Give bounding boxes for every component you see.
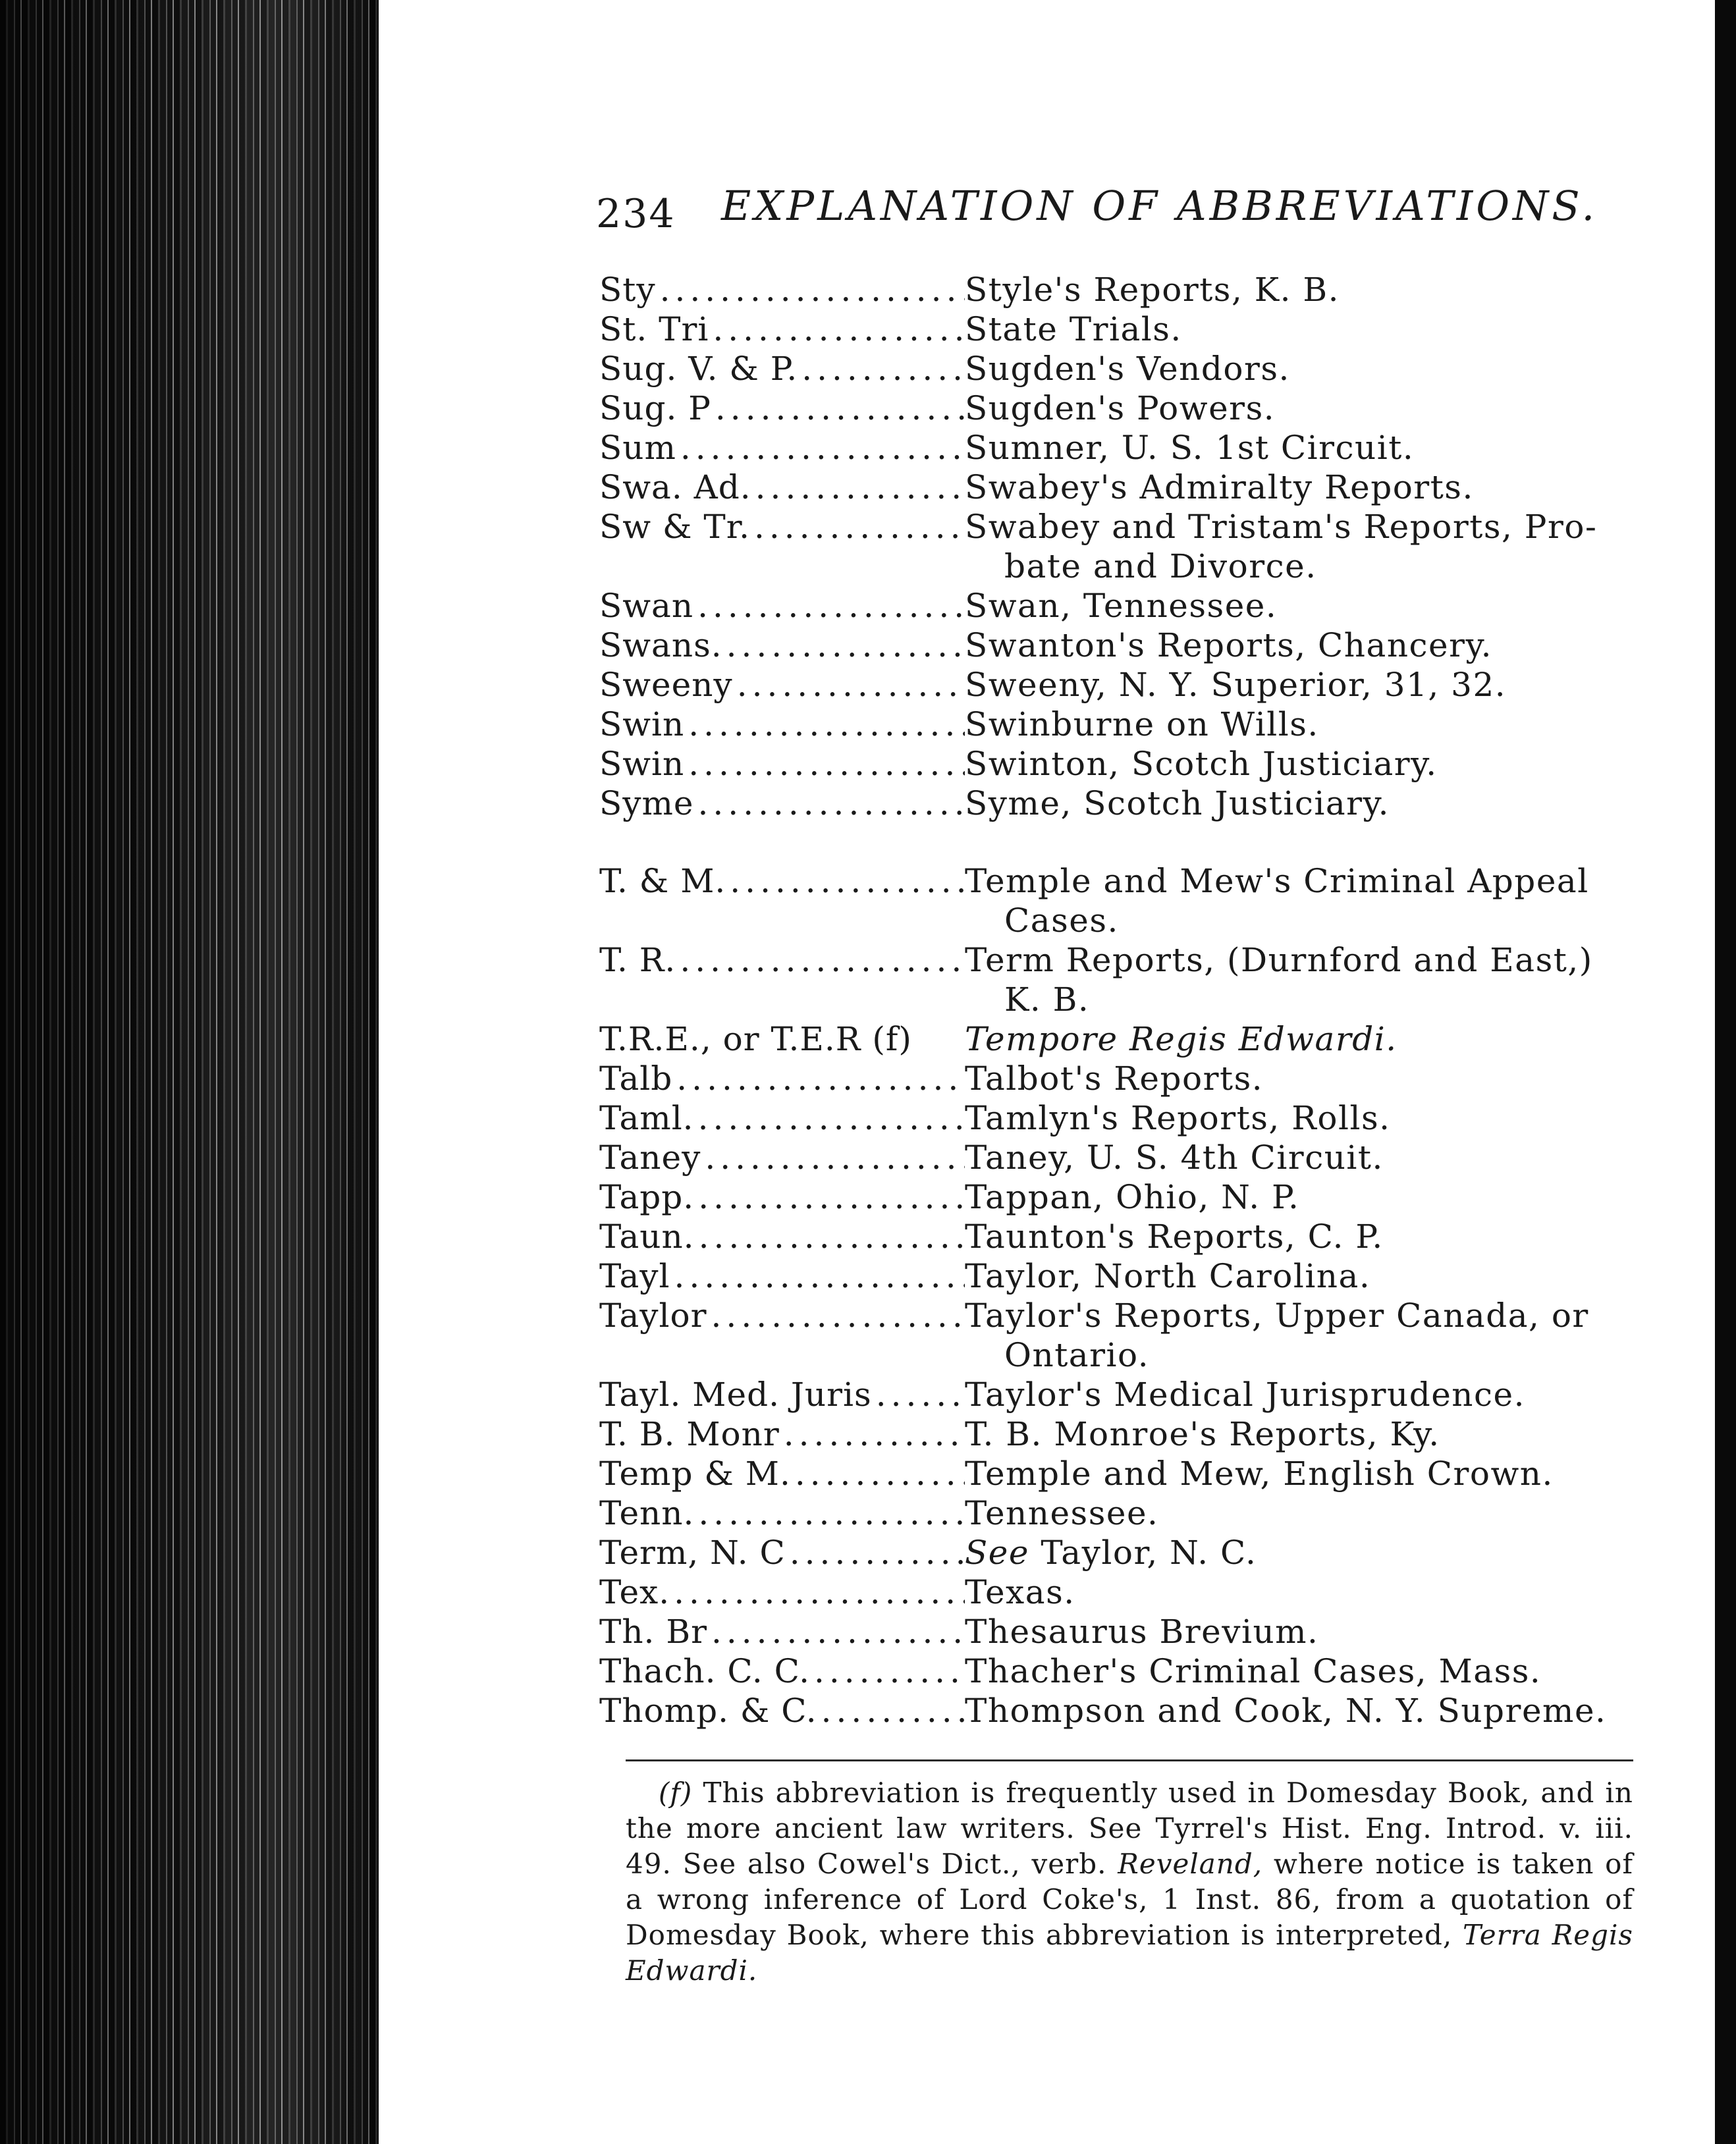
abbreviation: Syme xyxy=(599,784,694,822)
abbreviation-entry xyxy=(599,1533,1627,1572)
abbreviation: Tenn. xyxy=(599,1494,695,1532)
dot-leader xyxy=(694,784,965,823)
dot-leader xyxy=(707,1612,965,1651)
definition-text: Taylor, North Carolina. xyxy=(965,1257,1371,1295)
abbreviation: Sweeny xyxy=(599,666,733,704)
abbreviation: Taney xyxy=(599,1139,701,1177)
dot-leader xyxy=(722,626,965,665)
abbreviation: Sug. P xyxy=(599,389,711,427)
page-header xyxy=(596,173,1598,238)
definition xyxy=(965,507,1627,586)
abbreviation-cell xyxy=(599,1296,965,1335)
abbreviation-entry xyxy=(599,1493,1627,1533)
abbreviation-entry xyxy=(599,507,1627,586)
definition-text: Taylor, N. C. xyxy=(1029,1534,1257,1572)
definition-text: Swinton, Scotch Justiciary. xyxy=(965,745,1438,783)
definition-text: Sweeny, N. Y. Superior, 31, 32. xyxy=(965,666,1507,704)
definition xyxy=(965,1177,1627,1217)
abbreviation-entry xyxy=(599,309,1627,349)
abbreviation-cell xyxy=(599,665,965,705)
dot-leader xyxy=(780,1414,965,1454)
dot-leader xyxy=(733,665,965,705)
dot-leader xyxy=(676,940,965,980)
definition xyxy=(965,428,1627,468)
abbreviation-entry xyxy=(599,705,1627,744)
abbreviation-cell xyxy=(599,626,965,665)
footnote-text-1: This abbreviation is frequently used in Domesday Book, and in the more ancient law writers. See Tyrrel's Hist. Eng. Introd. v. iii. 49. See also Cowel's Dict., verb. xyxy=(626,1777,1633,1880)
abbreviation: St. Tri xyxy=(599,310,709,348)
definition xyxy=(965,1493,1627,1533)
definition xyxy=(965,1019,1627,1059)
definition xyxy=(965,1572,1627,1612)
running-head: EXPLANATION OF ABBREVIATIONS. xyxy=(721,182,1598,230)
definition xyxy=(965,940,1627,1019)
abbreviation: Swa. Ad. xyxy=(599,468,751,506)
abbreviation-entry xyxy=(599,861,1627,940)
abbreviation-entry xyxy=(599,1019,1627,1059)
definition-text: Temple and Mew's Criminal Appeal xyxy=(965,862,1589,900)
definition xyxy=(965,1454,1627,1493)
abbreviation: Swin xyxy=(599,745,685,783)
definition-text: Thompson and Cook, N. Y. Supreme. xyxy=(965,1692,1607,1730)
definition xyxy=(965,1612,1627,1651)
definition-continuation: Cases. xyxy=(1004,901,1119,940)
right-dark-border xyxy=(1715,0,1736,2144)
definition xyxy=(965,468,1627,507)
abbreviation-entry xyxy=(599,1177,1627,1217)
definition xyxy=(965,626,1627,665)
definition-text: Talbot's Reports. xyxy=(965,1059,1264,1098)
abbreviation-cell xyxy=(599,1059,965,1098)
dot-leader xyxy=(693,586,965,626)
abbreviation-entry xyxy=(599,1098,1627,1138)
abbreviation-entry xyxy=(599,1296,1627,1375)
abbreviation-cell xyxy=(599,861,965,901)
abbreviation-cell xyxy=(599,1651,965,1691)
footnote-text-2: where notice is taken of a wrong inference of Lord Coke's, 1 Inst. 86, from a quotation of Domesday Book, where this abbreviation is interpreted, xyxy=(626,1848,1634,1951)
abbreviation-cell xyxy=(599,705,965,744)
abbreviation: Taun. xyxy=(599,1218,695,1256)
dot-leader xyxy=(670,1256,965,1296)
dot-leader xyxy=(670,1572,965,1612)
definition xyxy=(965,1533,1627,1572)
definition-text: Sugden's Powers. xyxy=(965,389,1276,427)
definition xyxy=(965,586,1627,626)
dot-leader xyxy=(798,349,965,389)
definition-text: Swabey and Tristam's Reports, Pro- xyxy=(965,508,1598,546)
abbreviation-cell xyxy=(599,1691,965,1730)
definition-continuation: Ontario. xyxy=(1004,1336,1150,1374)
abbreviation: Tayl. Med. Juris xyxy=(599,1376,872,1414)
abbreviation-entry xyxy=(599,665,1627,705)
dot-leader xyxy=(676,428,965,468)
abbreviation-entry xyxy=(599,1454,1627,1493)
definition xyxy=(965,784,1627,823)
dot-leader xyxy=(872,1375,965,1414)
dot-leader xyxy=(694,1177,965,1217)
definition-continuation: bate and Divorce. xyxy=(1004,547,1317,585)
entry-group xyxy=(599,270,1627,823)
definition xyxy=(965,1138,1627,1177)
abbreviation: Sum xyxy=(599,429,676,467)
definition-text: Term Reports, (Durnford and East,) xyxy=(965,941,1593,979)
abbreviation-cell xyxy=(599,940,965,980)
abbreviation-cell xyxy=(599,1572,965,1612)
abbreviation-entry xyxy=(599,744,1627,784)
definition-text: Tappan, Ohio, N. P. xyxy=(965,1178,1300,1216)
abbreviation-cell xyxy=(599,507,965,547)
definition-text: Swanton's Reports, Chancery. xyxy=(965,626,1493,664)
definition xyxy=(965,1651,1627,1691)
book-page-edges xyxy=(0,0,379,2144)
abbreviation-cell xyxy=(599,586,965,626)
abbreviation-entry xyxy=(599,940,1627,1019)
definition-text: State Trials. xyxy=(965,310,1182,348)
definition xyxy=(965,309,1627,349)
definition-text: Temple and Mew, English Crown. xyxy=(965,1455,1554,1493)
abbreviation: Term, N. C xyxy=(599,1534,786,1572)
abbreviation-cell xyxy=(599,428,965,468)
definition xyxy=(965,389,1627,428)
page-number: 234 xyxy=(596,191,676,237)
abbreviation-entry xyxy=(599,1612,1627,1651)
abbreviation-entry xyxy=(599,1217,1627,1256)
abbreviation: Temp & M. xyxy=(599,1455,791,1493)
definition-text: Taylor's Reports, Upper Canada, or xyxy=(965,1297,1589,1335)
abbreviation-cell xyxy=(599,270,965,309)
abbreviation-entry xyxy=(599,586,1627,626)
dot-leader xyxy=(791,1454,965,1493)
abbreviation-entry xyxy=(599,1375,1627,1414)
abbreviation-entry xyxy=(599,468,1627,507)
abbreviation-cell xyxy=(599,349,965,389)
abbreviation-entry xyxy=(599,1414,1627,1454)
definition-text: Tennessee. xyxy=(965,1494,1159,1532)
definition-text: Style's Reports, K. B. xyxy=(965,271,1340,309)
abbreviation-entry xyxy=(599,1138,1627,1177)
dot-leader xyxy=(726,861,965,901)
abbreviation-entry xyxy=(599,1256,1627,1296)
abbreviation: Sty xyxy=(599,271,656,309)
abbreviation: T. R. xyxy=(599,941,676,979)
abbreviation-entry xyxy=(599,428,1627,468)
definition xyxy=(965,1414,1627,1454)
dot-leader xyxy=(711,389,965,428)
abbreviation: Taml. xyxy=(599,1099,694,1137)
definition-text: Thesaurus Brevium. xyxy=(965,1613,1319,1651)
abbreviation: Swan xyxy=(599,587,694,625)
dot-leader xyxy=(694,1098,965,1138)
definition-prefix: See xyxy=(965,1534,1029,1572)
dot-leader xyxy=(707,1296,965,1335)
definition xyxy=(965,1256,1627,1296)
abbreviation-entry xyxy=(599,1691,1627,1730)
definition-text: Thacher's Criminal Cases, Mass. xyxy=(965,1652,1542,1690)
abbreviation-entry xyxy=(599,1572,1627,1612)
abbreviation-entry xyxy=(599,1651,1627,1691)
abbreviation-cell xyxy=(599,1019,965,1059)
dot-leader xyxy=(750,507,965,547)
definition xyxy=(965,665,1627,705)
footnote-italic-1: Reveland, xyxy=(1118,1848,1263,1880)
abbreviation-cell xyxy=(599,389,965,428)
footnote-marker: (f) xyxy=(659,1777,693,1809)
definition xyxy=(965,1059,1627,1098)
dot-leader xyxy=(810,1651,965,1691)
abbreviation: Sw & Tr. xyxy=(599,508,750,546)
definition xyxy=(965,744,1627,784)
abbreviation: Tapp. xyxy=(599,1178,695,1216)
definition-text: Texas. xyxy=(965,1573,1075,1611)
abbreviation-entry xyxy=(599,349,1627,389)
abbreviation-cell xyxy=(599,1375,965,1414)
abbreviation-cell xyxy=(599,1177,965,1217)
abbreviation: T.R.E., or T.E.R (f) xyxy=(599,1020,912,1058)
abbreviation-cell xyxy=(599,468,965,507)
definition xyxy=(965,1691,1627,1730)
dot-leader xyxy=(656,270,965,309)
definition-text: Sugden's Vendors. xyxy=(965,350,1290,388)
abbreviation-entry xyxy=(599,626,1627,665)
abbreviation: Thomp. & C. xyxy=(599,1692,817,1730)
dot-leader xyxy=(672,1059,965,1098)
abbreviation-entry xyxy=(599,784,1627,823)
abbreviation-cell xyxy=(599,1256,965,1296)
definition-continuation: K. B. xyxy=(1004,980,1090,1019)
definition-text: Tempore Regis Edwardi. xyxy=(965,1020,1397,1058)
abbreviation-cell xyxy=(599,1217,965,1256)
abbreviation: Swans. xyxy=(599,626,722,664)
dot-leader xyxy=(817,1691,965,1730)
abbreviation-cell xyxy=(599,744,965,784)
abbreviation-cell xyxy=(599,1138,965,1177)
dot-leader xyxy=(684,705,965,744)
abbreviation-cell xyxy=(599,1612,965,1651)
definition xyxy=(965,1296,1627,1375)
dot-leader xyxy=(695,1217,965,1256)
footnote xyxy=(626,1775,1633,1989)
abbreviation: Thach. C. C. xyxy=(599,1652,810,1690)
definition xyxy=(965,705,1627,744)
definition-text: Tamlyn's Reports, Rolls. xyxy=(965,1099,1391,1137)
definition-text: Taylor's Medical Jurisprudence. xyxy=(965,1376,1525,1414)
dot-leader xyxy=(751,468,965,507)
definition xyxy=(965,1098,1627,1138)
abbreviation-cell xyxy=(599,1454,965,1493)
definition xyxy=(965,1217,1627,1256)
dot-leader xyxy=(786,1533,965,1572)
definition-text: Sumner, U. S. 1st Circuit. xyxy=(965,429,1415,467)
abbreviation: Taylor xyxy=(599,1297,707,1335)
definition-text: Taunton's Reports, C. P. xyxy=(965,1218,1384,1256)
abbreviation: Th. Br xyxy=(599,1613,707,1651)
abbreviation-cell xyxy=(599,784,965,823)
abbreviation: T. B. Monr xyxy=(599,1415,780,1453)
abbreviation-list xyxy=(599,270,1627,1730)
abbreviation-cell xyxy=(599,1533,965,1572)
abbreviation: Swin xyxy=(599,705,685,743)
abbreviation: Tayl xyxy=(599,1257,670,1295)
abbreviation: Sug. V. & P. xyxy=(599,350,798,388)
abbreviation-cell xyxy=(599,309,965,349)
definition-text: Syme, Scotch Justiciary. xyxy=(965,784,1390,822)
abbreviation: Talb xyxy=(599,1059,673,1098)
abbreviation-cell xyxy=(599,1493,965,1533)
abbreviation-entry xyxy=(599,1059,1627,1098)
abbreviation-cell xyxy=(599,1414,965,1454)
definition xyxy=(965,1375,1627,1414)
abbreviation-entry xyxy=(599,389,1627,428)
entry-group xyxy=(599,861,1627,1730)
abbreviation-cell xyxy=(599,1098,965,1138)
definition-text: Taney, U. S. 4th Circuit. xyxy=(965,1139,1384,1177)
definition-text: Swabey's Admiralty Reports. xyxy=(965,468,1474,506)
abbreviation: T. & M. xyxy=(599,862,726,900)
definition xyxy=(965,270,1627,309)
dot-leader xyxy=(694,1493,965,1533)
definition-text: Swan, Tennessee. xyxy=(965,587,1278,625)
definition xyxy=(965,349,1627,389)
footnote-rule xyxy=(626,1759,1633,1761)
abbreviation-entry xyxy=(599,270,1627,309)
dot-leader xyxy=(701,1138,965,1177)
definition-text: Swinburne on Wills. xyxy=(965,705,1319,743)
footnote-italic-2: Terra Regis Edwardi. xyxy=(626,1919,1633,1987)
dot-leader xyxy=(684,744,965,784)
definition xyxy=(965,861,1627,940)
definition-text: T. B. Monroe's Reports, Ky. xyxy=(965,1415,1440,1453)
dot-leader xyxy=(709,309,965,349)
abbreviation: Tex. xyxy=(599,1573,670,1611)
